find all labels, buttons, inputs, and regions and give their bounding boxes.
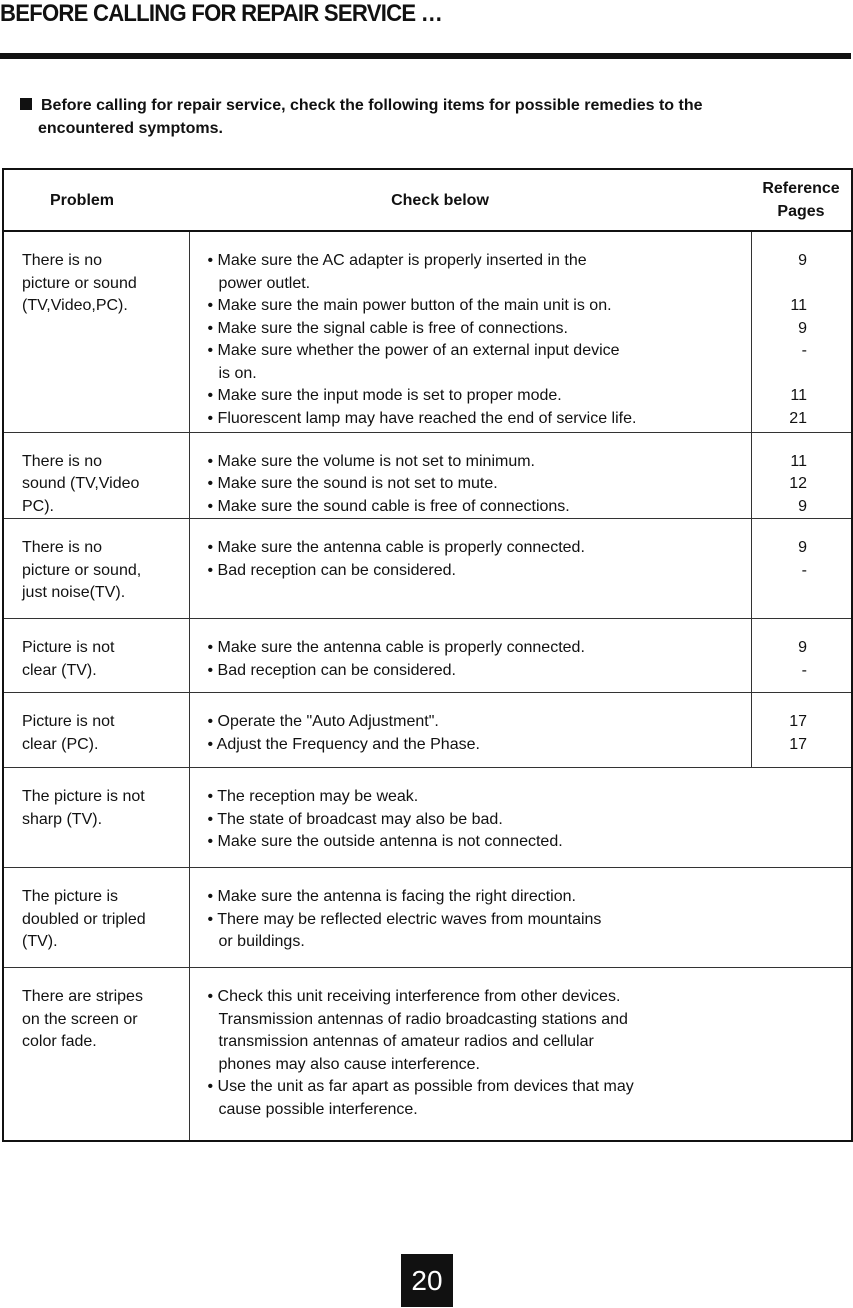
problem-cell xyxy=(3,693,189,768)
check-item: • Fluorescent lamp may have reached the end of service life. xyxy=(207,409,637,427)
problem-line: (TV,Video,PC). xyxy=(22,297,128,314)
reference-spacer xyxy=(752,273,808,296)
reference-page: 12 xyxy=(789,475,807,492)
reference-page: 9 xyxy=(798,539,807,556)
problem-cell xyxy=(3,968,189,1141)
check-item: • Make sure the antenna cable is properly connected. xyxy=(207,539,585,556)
reference-page: - xyxy=(801,661,807,679)
reference-cell xyxy=(751,231,852,432)
problem-line: PC). xyxy=(22,497,54,515)
check-item-continuation: or buildings. xyxy=(218,933,305,950)
reference-cell xyxy=(751,693,852,768)
problem-line: sound (TV,Video xyxy=(22,475,140,492)
check-item: • Operate the "Auto Adjustment". xyxy=(207,713,439,730)
problem-line: (TV). xyxy=(22,933,58,950)
table-header-row xyxy=(3,169,852,231)
check-item: • Check this unit receiving interference from other devices. xyxy=(207,988,621,1005)
check-item: • Make sure the antenna cable is properly connected. xyxy=(207,639,585,656)
check-item: • There may be reflected electric waves from mountains xyxy=(207,910,602,928)
table-row xyxy=(3,868,852,968)
table-row xyxy=(3,693,852,768)
table-row xyxy=(3,619,852,693)
check-cell xyxy=(189,693,751,768)
check-item-continuation: is on. xyxy=(218,364,257,382)
reference-column-header xyxy=(751,169,852,231)
problem-line: There is no xyxy=(22,539,103,556)
table-row xyxy=(3,968,852,1141)
problem-cell xyxy=(3,432,189,519)
table-row xyxy=(3,231,852,432)
check-item-continuation: power outlet. xyxy=(218,274,311,292)
problem-cell xyxy=(3,231,189,432)
troubleshooting-table xyxy=(2,168,853,1142)
problem-line: The picture is xyxy=(22,888,119,905)
reference-spacer xyxy=(752,363,808,386)
page-title: BEFORE CALLING FOR REPAIR SERVICE … xyxy=(0,0,443,27)
intro-line-1: Before calling for repair service, check the following items for possible remedies to the xyxy=(20,94,830,117)
problem-line: clear (PC). xyxy=(22,735,99,753)
check-cell xyxy=(189,968,852,1141)
problem-line: There is no xyxy=(22,252,103,269)
check-item: • Make sure whether the power of an external input device xyxy=(207,342,620,359)
reference-header-line-1: Reference xyxy=(762,180,840,197)
check-item: • Make sure the main power button of the main unit is on. xyxy=(207,297,612,314)
problem-line: There are stripes xyxy=(22,988,143,1005)
reference-page: - xyxy=(801,561,807,579)
check-cell xyxy=(189,231,751,432)
check-item: • Make sure the outside antenna is not connected. xyxy=(207,833,563,850)
check-item: • The state of broadcast may also be bad. xyxy=(207,810,503,828)
check-item: • Make sure the signal cable is free of connections. xyxy=(207,319,568,337)
reference-page: 11 xyxy=(790,387,807,404)
check-item-continuation: phones may also cause interference. xyxy=(218,1055,480,1073)
check-cell xyxy=(189,519,751,619)
check-cell xyxy=(189,432,751,519)
problem-line: just noise(TV). xyxy=(22,584,126,601)
check-item-continuation: Transmission antennas of radio broadcasting stations and xyxy=(218,1010,628,1028)
reference-header-line-2: Pages xyxy=(777,203,825,220)
problem-cell xyxy=(3,768,189,868)
check-cell xyxy=(189,619,751,693)
problem-cell xyxy=(3,868,189,968)
problem-line: clear (TV). xyxy=(22,661,97,679)
reference-page: 21 xyxy=(789,409,807,427)
table-row xyxy=(3,519,852,619)
reference-page: 9 xyxy=(798,497,807,515)
problem-line: sharp (TV). xyxy=(22,810,103,828)
check-item: • Make sure the input mode is set to proper mode. xyxy=(207,387,562,404)
reference-page: - xyxy=(801,342,807,359)
check-item: • Make sure the sound is not set to mute. xyxy=(207,475,498,492)
problem-line: Picture is not xyxy=(22,639,115,656)
reference-page: 17 xyxy=(789,713,807,730)
reference-cell xyxy=(751,519,852,619)
check-item: • Use the unit as far apart as possible from devices that may xyxy=(207,1078,634,1095)
reference-page: 9 xyxy=(798,252,807,269)
problem-line: on the screen or xyxy=(22,1010,138,1028)
reference-page: 11 xyxy=(790,452,807,470)
problem-line: There is no xyxy=(22,452,103,470)
check-item: • Bad reception can be considered. xyxy=(207,561,456,579)
check-item: • Make sure the volume is not set to minimum. xyxy=(207,452,535,470)
intro-note xyxy=(20,94,830,140)
reference-page: 17 xyxy=(789,735,807,753)
reference-page: 11 xyxy=(790,297,807,314)
table-row xyxy=(3,432,852,519)
reference-page: 9 xyxy=(798,319,807,337)
problem-line: doubled or tripled xyxy=(22,910,146,928)
check-item: • Make sure the AC adapter is properly inserted in the xyxy=(207,252,587,269)
problem-line: picture or sound, xyxy=(22,561,142,579)
page-number: 20 xyxy=(401,1254,453,1307)
problem-line: color fade. xyxy=(22,1033,97,1050)
intro-line-2: encountered symptoms. xyxy=(38,120,223,137)
reference-cell xyxy=(751,619,852,693)
reference-page: 9 xyxy=(798,639,807,656)
table-row xyxy=(3,768,852,868)
check-cell xyxy=(189,868,852,968)
problem-line: The picture is not xyxy=(22,788,145,805)
check-item: • Make sure the sound cable is free of connections. xyxy=(207,497,570,515)
check-item: • Make sure the antenna is facing the right direction. xyxy=(207,888,576,905)
check-cell xyxy=(189,768,852,868)
reference-cell xyxy=(751,432,852,519)
check-column-header: Check below xyxy=(189,169,751,231)
problem-line: Picture is not xyxy=(22,713,115,730)
check-item-continuation: transmission antennas of amateur radios and cellular xyxy=(218,1033,594,1050)
problem-line: picture or sound xyxy=(22,274,137,292)
title-rule xyxy=(0,53,851,59)
problem-cell xyxy=(3,519,189,619)
square-bullet-icon xyxy=(20,98,32,110)
check-item-continuation: cause possible interference. xyxy=(218,1100,418,1118)
check-item: • Adjust the Frequency and the Phase. xyxy=(207,735,480,753)
problem-cell xyxy=(3,619,189,693)
check-item: • Bad reception can be considered. xyxy=(207,661,456,679)
problem-column-header: Problem xyxy=(3,169,189,231)
check-item: • The reception may be weak. xyxy=(207,788,419,805)
